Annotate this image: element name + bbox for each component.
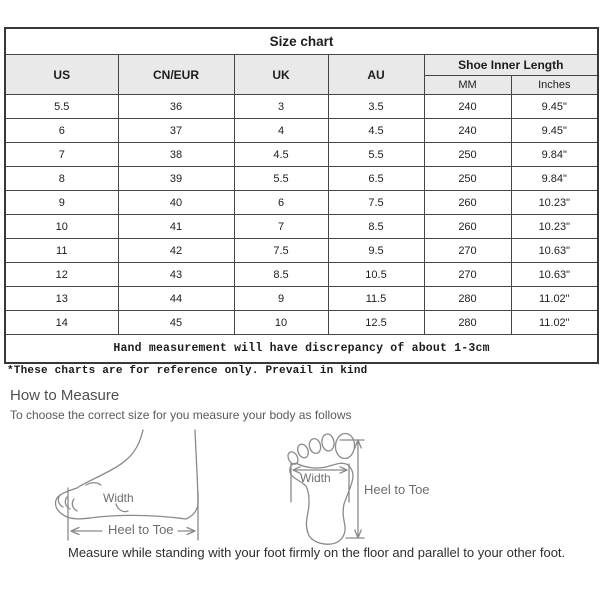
size-cell: 3 [234,95,328,119]
size-cell: 5.5 [328,143,424,167]
size-cell: 8 [5,167,118,191]
size-cell: 9 [234,287,328,311]
sole-width-label: Width [300,471,331,485]
size-cell: 11 [5,239,118,263]
size-cell: 9.45" [511,119,598,143]
size-cell: 7.5 [328,191,424,215]
size-cell: 8.5 [234,263,328,287]
size-chart-table [4,27,599,364]
size-cell: 6 [234,191,328,215]
size-cell: 280 [424,287,511,311]
size-row [5,191,598,215]
column-header-uk: UK [234,55,328,95]
size-cell: 37 [118,119,234,143]
reference-note: *These charts are for reference only. Prevail in kind [7,365,368,377]
size-cell: 250 [424,143,511,167]
size-cell: 11.02" [511,287,598,311]
size-cell: 4.5 [234,143,328,167]
size-cell: 5.5 [234,167,328,191]
size-cell: 11.5 [328,287,424,311]
size-cell: 40 [118,191,234,215]
size-row [5,215,598,239]
measure-instruction-caption: Measure while standing with your foot firmly on the floor and parallel to your other foot. [68,545,566,560]
size-cell: 39 [118,167,234,191]
size-cell: 10.23" [511,191,598,215]
size-cell: 8.5 [328,215,424,239]
how-to-measure-subheading: To choose the correct size for you measure your body as follows [10,408,352,422]
size-cell: 9.84" [511,143,598,167]
size-cell: 270 [424,239,511,263]
size-cell: 9.45" [511,95,598,119]
size-cell: 10.63" [511,263,598,287]
size-cell: 6.5 [328,167,424,191]
size-cell: 10.5 [328,263,424,287]
size-cell: 10.23" [511,215,598,239]
size-cell: 270 [424,263,511,287]
size-cell: 10.63" [511,239,598,263]
size-cell: 6 [5,119,118,143]
size-row [5,311,598,335]
size-cell: 43 [118,263,234,287]
size-cell: 7 [5,143,118,167]
table-title-row [5,28,598,55]
size-cell: 7.5 [234,239,328,263]
size-cell: 260 [424,215,511,239]
column-header-inches: Inches [511,76,598,95]
size-row [5,143,598,167]
size-cell: 13 [5,287,118,311]
table-title: Size chart [5,28,598,55]
side-heel-to-toe-label: Heel to Toe [108,522,174,537]
size-cell: 45 [118,311,234,335]
column-header-inner-length: Shoe Inner Length [424,55,598,76]
size-cell: 41 [118,215,234,239]
how-to-measure-heading: How to Measure [10,387,120,404]
size-cell: 12 [5,263,118,287]
column-header-us: US [5,55,118,95]
size-cell: 9 [5,191,118,215]
table-header-row [5,55,598,76]
size-cell: 12.5 [328,311,424,335]
size-row [5,95,598,119]
size-cell: 5.5 [5,95,118,119]
size-cell: 11.02" [511,311,598,335]
size-cell: 14 [5,311,118,335]
size-cell: 44 [118,287,234,311]
table-footnote-row [5,335,598,364]
size-cell: 240 [424,95,511,119]
size-cell: 9.5 [328,239,424,263]
footprint-diagram [286,433,364,544]
sole-heel-to-toe-label: Heel to Toe [364,482,430,497]
size-cell: 4 [234,119,328,143]
measurement-discrepancy-note: Hand measurement will have discrepancy of about 1-3cm [5,335,598,364]
size-cell: 9.84" [511,167,598,191]
size-cell: 3.5 [328,95,424,119]
size-cell: 240 [424,119,511,143]
size-cell: 10 [5,215,118,239]
column-header-cneur: CN/EUR [118,55,234,95]
size-row [5,263,598,287]
size-cell: 10 [234,311,328,335]
size-cell: 36 [118,95,234,119]
size-cell: 250 [424,167,511,191]
size-cell: 4.5 [328,119,424,143]
size-row [5,119,598,143]
size-row [5,287,598,311]
size-row [5,167,598,191]
size-cell: 7 [234,215,328,239]
column-header-mm: MM [424,76,511,95]
size-row [5,239,598,263]
side-width-label: Width [103,491,134,505]
column-header-au: AU [328,55,424,95]
size-cell: 280 [424,311,511,335]
size-cell: 42 [118,239,234,263]
size-cell: 260 [424,191,511,215]
size-cell: 38 [118,143,234,167]
